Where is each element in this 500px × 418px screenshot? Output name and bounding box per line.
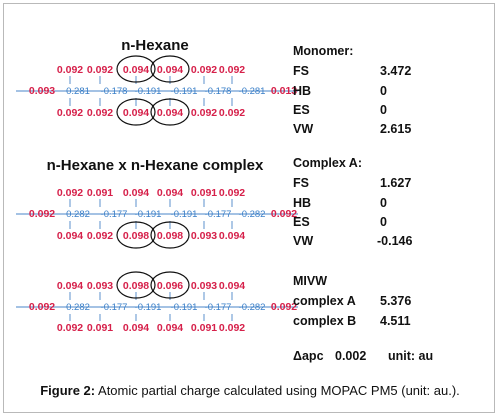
chain-atom-charge: -0.191	[134, 209, 162, 220]
hydrogen-charge-top: 0.093	[190, 280, 218, 292]
hydrogen-charge-top: 0.094	[156, 64, 184, 76]
hydrogen-charge-bottom: 0.094	[122, 107, 150, 119]
complex-a-value-hb: 0	[380, 196, 387, 210]
hydrogen-charge-bottom: 0.092	[86, 230, 114, 242]
caption-label: Figure 2:	[40, 383, 96, 398]
caption-text: Atomic partial charge calculated using MOPAC PM5 (unit: au.).	[95, 383, 460, 398]
hydrogen-charge-bottom: 0.098	[122, 230, 150, 242]
hydrogen-charge-top: 0.092	[218, 187, 246, 199]
monomer-label-vw: VW	[293, 122, 314, 136]
hydrogen-charge-bottom: 0.092	[218, 322, 246, 334]
mivw-label-complex-a: complex A	[293, 294, 356, 308]
chain-atom-charge: -0.178	[100, 86, 128, 97]
monomer-label-hb: HB	[293, 84, 312, 98]
molecule-title: n-Hexane	[121, 37, 189, 54]
complex-a-value-es: 0	[380, 215, 387, 229]
hydrogen-charge-top: 0.092	[86, 64, 114, 76]
chain-atom-charge: -0.282	[238, 302, 266, 313]
hydrogen-charge-top: 0.092	[218, 64, 246, 76]
chain-atom-charge: -0.191	[170, 86, 198, 97]
hydrogen-charge-bottom: 0.098	[156, 230, 184, 242]
chain-atom-charge: 0.092	[270, 301, 298, 313]
chain-atom-charge: 0.093	[28, 85, 56, 97]
hydrogen-charge-top: 0.092	[56, 187, 84, 199]
chain-atom-charge: -0.191	[134, 86, 162, 97]
complex-a-label-vw: VW	[293, 234, 314, 248]
chain-atom-charge: 0.092	[28, 301, 56, 313]
mivw-value-complex-a: 5.376	[380, 294, 412, 308]
hydrogen-charge-top: 0.091	[86, 187, 114, 199]
chain-atom-charge: -0.178	[204, 86, 232, 97]
delta-apc-unit: unit: au	[388, 349, 434, 363]
hydrogen-charge-bottom: 0.094	[218, 230, 246, 242]
mivw-value-complex-b: 4.511	[380, 314, 411, 328]
molecule-title: n-Hexane x n-Hexane complex	[46, 157, 264, 174]
hydrogen-charge-top: 0.092	[190, 64, 218, 76]
complex-a-header: Complex A:	[293, 156, 362, 170]
chain-atom-charge: -0.177	[100, 302, 128, 313]
hydrogen-charge-bottom: 0.094	[122, 322, 150, 334]
delta-apc-value: 0.002	[335, 349, 367, 363]
hydrogen-charge-top: 0.093	[86, 280, 114, 292]
hydrogen-charge-top: 0.094	[156, 187, 184, 199]
mivw-header: MIVW	[293, 274, 328, 288]
chain-atom-charge: -0.282	[238, 209, 266, 220]
chain-atom-charge: -0.177	[204, 302, 232, 313]
chain-atom-charge: 0.092	[28, 208, 56, 220]
complex-a-label-es: ES	[293, 215, 310, 229]
hydrogen-charge-bottom: 0.093	[190, 230, 218, 242]
hydrogen-charge-bottom: 0.092	[190, 107, 218, 119]
chain-atom-charge: -0.191	[134, 302, 162, 313]
complex-a-value-vw: -0.146	[377, 234, 413, 248]
hydrogen-charge-bottom: 0.092	[56, 107, 84, 119]
chain-atom-charge: -0.177	[204, 209, 232, 220]
hydrogen-charge-top: 0.094	[56, 280, 84, 292]
delta-apc-label: Δapc	[293, 349, 324, 363]
mivw-label-complex-b: complex B	[293, 314, 357, 328]
chain-atom-charge: -0.191	[170, 302, 198, 313]
figure-caption	[0, 383, 500, 398]
hydrogen-charge-top: 0.098	[122, 280, 150, 292]
chain-atom-charge: -0.177	[100, 209, 128, 220]
molecule-layer	[16, 37, 298, 334]
complex-a-value-fs: 1.627	[380, 176, 412, 190]
hydrogen-charge-bottom: 0.094	[156, 107, 184, 119]
complex-a-label-hb: HB	[293, 196, 312, 210]
hydrogen-charge-bottom: 0.094	[156, 322, 184, 334]
hydrogen-charge-top: 0.092	[56, 64, 84, 76]
chain-atom-charge: -0.281	[238, 86, 266, 97]
monomer-value-fs: 3.472	[380, 64, 412, 78]
hydrogen-charge-top: 0.094	[122, 187, 150, 199]
hydrogen-charge-bottom: 0.091	[86, 322, 114, 334]
hydrogen-charge-top: 0.096	[156, 280, 184, 292]
chain-atom-charge: 0.013	[270, 85, 298, 97]
hydrogen-charge-bottom: 0.092	[86, 107, 114, 119]
hydrogen-charge-top: 0.094	[218, 280, 246, 292]
chain-atom-charge: 0.281	[66, 86, 90, 97]
hydrogen-charge-bottom: 0.092	[218, 107, 246, 119]
hydrogen-charge-bottom: 0.092	[56, 322, 84, 334]
hydrogen-charge-bottom: 0.091	[190, 322, 218, 334]
monomer-value-vw: 2.615	[380, 122, 412, 136]
monomer-value-es: 0	[380, 103, 387, 117]
chain-atom-charge: 0.092	[270, 208, 298, 220]
hydrogen-charge-top: 0.094	[122, 64, 150, 76]
monomer-label-fs: FS	[293, 64, 309, 78]
monomer-label-es: ES	[293, 103, 310, 117]
hydrogen-charge-bottom: 0.094	[56, 230, 84, 242]
chain-atom-charge: -0.191	[170, 209, 198, 220]
complex-a-label-fs: FS	[293, 176, 309, 190]
hydrogen-charge-top: 0.091	[190, 187, 218, 199]
chain-atom-charge: 0.282	[66, 302, 90, 313]
monomer-value-hb: 0	[380, 84, 387, 98]
chain-atom-charge: 0.282	[66, 209, 90, 220]
monomer-header: Monomer:	[293, 44, 354, 58]
